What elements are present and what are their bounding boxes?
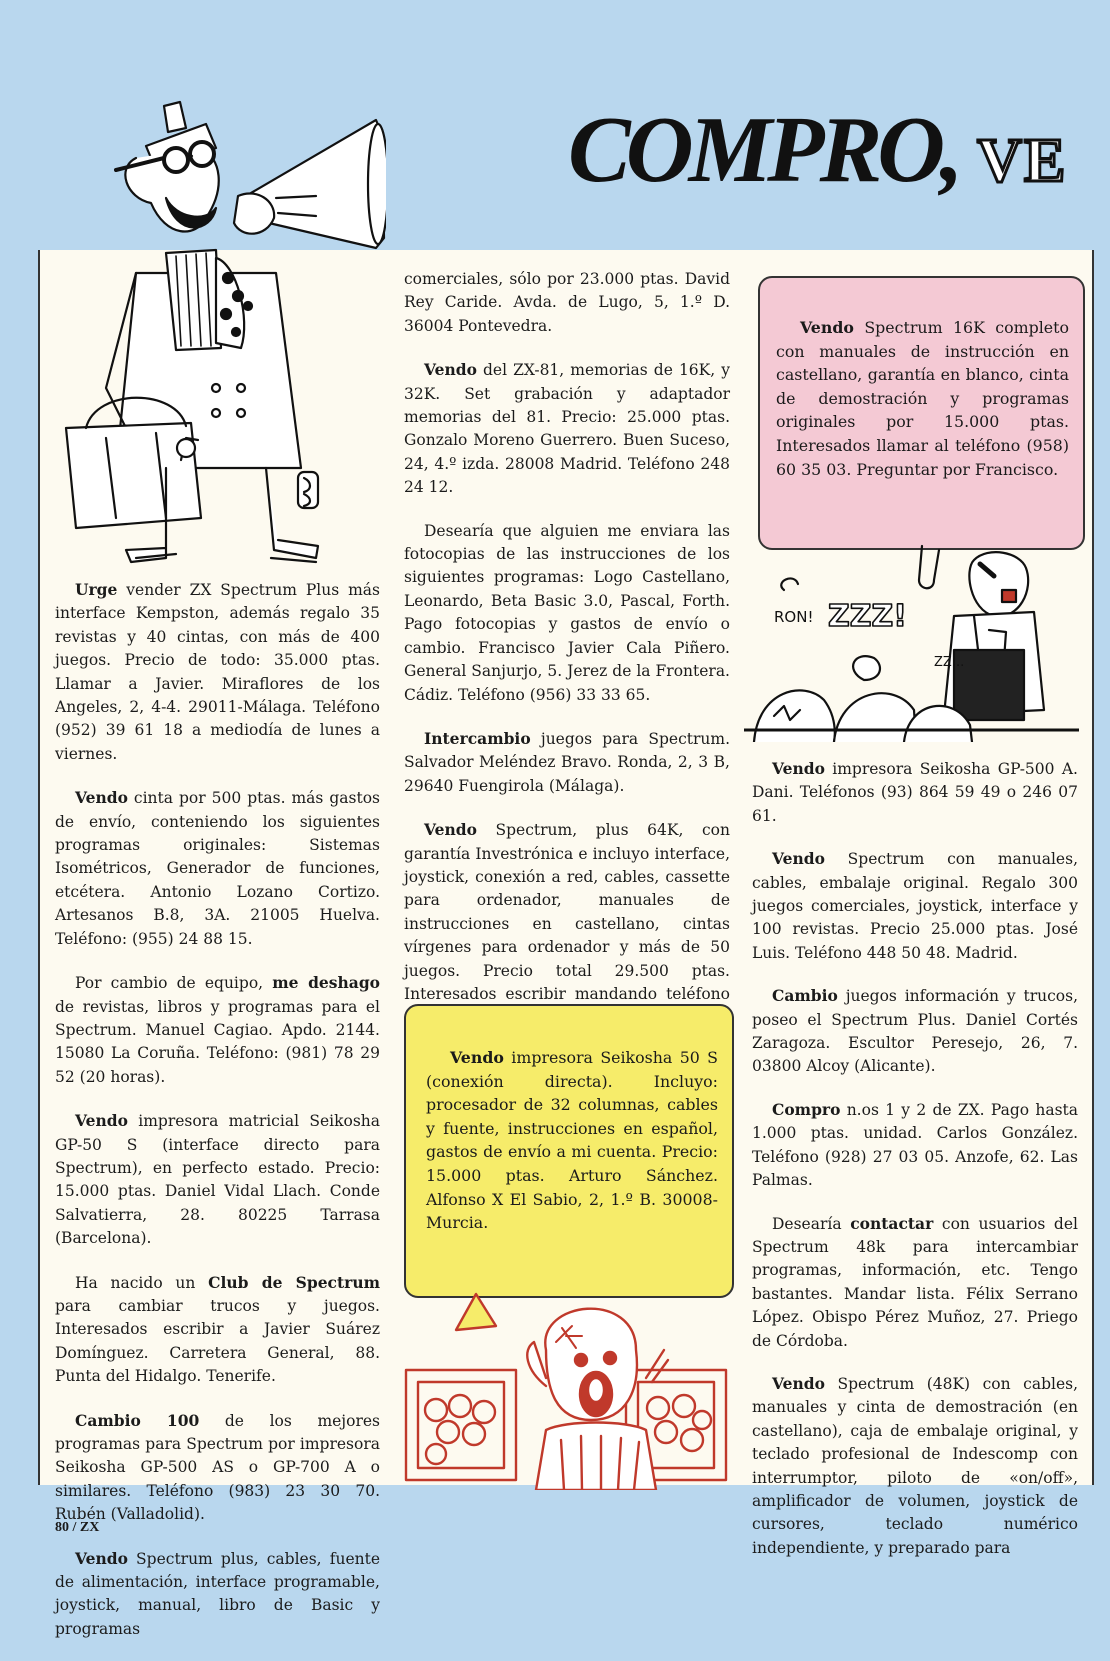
classified-ad: Compro n.os 1 y 2 de ZX. Pago hasta 1.000 ptas. unidad. Carlos González. Teléfono (928) 27 03 05. Anzofe, 62. Las Palmas. xyxy=(752,1099,1078,1190)
yellow-highlight-box xyxy=(404,1004,734,1298)
classified-ad: Intercambio juegos para Spectrum. Salvador Meléndez Bravo. Ronda, 2, 3 B, 29640 Fuengirola (Málaga). xyxy=(404,728,730,795)
classified-ad-highlighted: Vendo impresora Seikosha 50 S (conexión directa). Incluyo: procesador de 32 columnas, cables y fuente, instrucciones en español, gastos de envío a mi cuenta. Precio: 15.000 ptas. Arturo Sánchez. Alfonso X El Sabio, 2, 1.º B. 30008-Murcia. xyxy=(426,1048,718,1233)
column-3 xyxy=(752,757,1078,1579)
classified-ad: Por cambio de equipo, me deshago de revistas, libros y programas para el Spectrum. Manuel Cagiao. Apdo. 2144. 15080 La Coruña. Teléfono: (981) 78 29 52 (20 horas). xyxy=(55,973,380,1086)
column-2 xyxy=(404,268,730,1073)
snore-text-zzz: ZZZ! xyxy=(828,599,907,634)
classified-ad: Cambio 100 de los mejores programas para Spectrum por impresora Seikosha GP-500 AS o GP-700 A o similares. Teléfono (983) 23 30 70. Rubén (Valladolid). xyxy=(55,1410,380,1524)
classified-ad: Vendo impresora Seikosha GP-500 A. Dani. Teléfonos (93) 864 59 49 o 246 07 61. xyxy=(752,759,1078,825)
classified-ad-continued: comerciales, sólo por 23.000 ptas. David Rey Caride. Avda. de Lugo, 5, 1.º D. 36004 Pontevedra. xyxy=(404,270,730,335)
classified-ad-highlighted: Vendo Spectrum 16K completo con manuales de instrucción en castellano, garantía en blanco, cinta de demostración y programas originales por 15.000 ptas. Interesados llamar al teléfono (958) 60 35 03. Preguntar por Francisco. xyxy=(776,318,1069,479)
classified-ad: Vendo Spectrum (48K) con cables, manuales y cinta de demostración (en castellano), caja de embalaje original, y teclado profesional de Indescomp con interrumptor, piloto de «on/off», amplificador de volumen, joystick de cursores, teclado numérico independiente, y preparado para xyxy=(752,1373,1078,1557)
classified-ad: Desearía contactar con usuarios del Spectrum 48k para intercambiar programas, información, etc. Tengo bastantes. Mandar lista. Félix Serrano López. Obispo Pérez Muñoz, 27. Priego de Córdoba. xyxy=(752,1213,1078,1350)
classified-ad: Urge vender ZX Spectrum Plus más interface Kempston, además regalo 35 revistas y 40 cintas, con más de 400 juegos. Precio de todo: 35.000 ptas. Llamar a Javier. Miraflores de los Angeles, 2, 4-4. 29011-Málaga. Teléfono (952) 39 61 18 a mediodía de lunes a viernes. xyxy=(55,580,380,763)
sleeping-audience-illustration xyxy=(744,520,1079,742)
classified-ad: Vendo del ZX-81, memorias de 16K, y 32K. Set grabación y adaptador memorias del 81. Precio: 25.000 ptas. Gonzalo Moreno Guerrero. Buen Suceso, 24, 4.º izda. 28008 Madrid. Teléfono 248 24 12. xyxy=(404,360,730,497)
page-title xyxy=(568,96,1110,206)
pink-highlight-box xyxy=(758,276,1085,550)
page-title-continuation: VE xyxy=(977,127,1068,195)
classified-ad: Vendo Spectrum con manuales, cables, embalaje original. Regalo 300 juegos comerciales, joystick, interface y 100 revistas. Precio 25.000 ptas. José Luis. Teléfono 448 50 48. Madrid. xyxy=(752,849,1078,962)
classified-ad: Vendo cinta por 500 ptas. más gastos de envío, conteniendo los siguientes programas originales: Sistemas Isométricos, Generador de funciones, etcétera. Antonio Lozano Cortizo. Artesanos B.8, 3A. 21005 Huelva. Teléfono: (955) 24 88 15. xyxy=(55,788,380,948)
snore-text-small: ZZ... xyxy=(934,655,965,670)
classified-ad: Desearía que alguien me enviara las fotocopias de las instrucciones de los siguientes programas: Logo Castellano, Leonardo, Beta Basic 3.0, Pascal, Forth. Pago fotocopias y gastos de envío o cambio. Francisco Javier Cala Piñero. General Sanjurjo, 5. Jerez de la Frontera. Cádiz. Teléfono (956) 33 33 65. xyxy=(404,521,730,704)
snore-text-ron: RON! xyxy=(774,608,814,626)
classified-ad: Vendo impresora matricial Seikosha GP-50 S (interface directo para Spectrum), en perfecto estado. Precio: 15.000 ptas. Daniel Vidal Llach. Conde Salvatierra, 28. 80225 Tarrasa (Barcelona). xyxy=(55,1111,380,1248)
page-number: 80 / ZX xyxy=(55,1520,100,1535)
classified-ad: Ha nacido un Club de Spectrum para cambiar trucos y juegos. Interesados escribir a Javier Suárez Domínguez. Carretera General, 88. Punta del Hidalgo. Tenerife. xyxy=(55,1272,380,1386)
column-1 xyxy=(55,578,380,1661)
megaphone-man-illustration xyxy=(16,88,386,570)
page-title-main: COMPRO, xyxy=(568,98,959,202)
shopkeeper-illustration xyxy=(396,1290,731,1490)
classified-ad: Vendo Spectrum, plus 64K, con garantía Investrónica e incluyo interface, joystick, conexión a red, cables, cassette para ordenador, manuales de instrucciones en castellano, cintas vírgenes para ordenador y más de 50 juegos. Precio total 29.500 ptas. Interesados escribir mandando teléfono xyxy=(404,820,730,1003)
classified-ad: Cambio juegos información y trucos, poseo el Spectrum Plus. Daniel Cortés Zaragoza. Escultor Peresejo, 26, 7. 03800 Alcoy (Alicante). xyxy=(752,986,1078,1076)
classified-ad: Vendo Spectrum plus, cables, fuente de alimentación, interface programable, joystick, manual, libro de Basic y programas xyxy=(55,1548,380,1638)
